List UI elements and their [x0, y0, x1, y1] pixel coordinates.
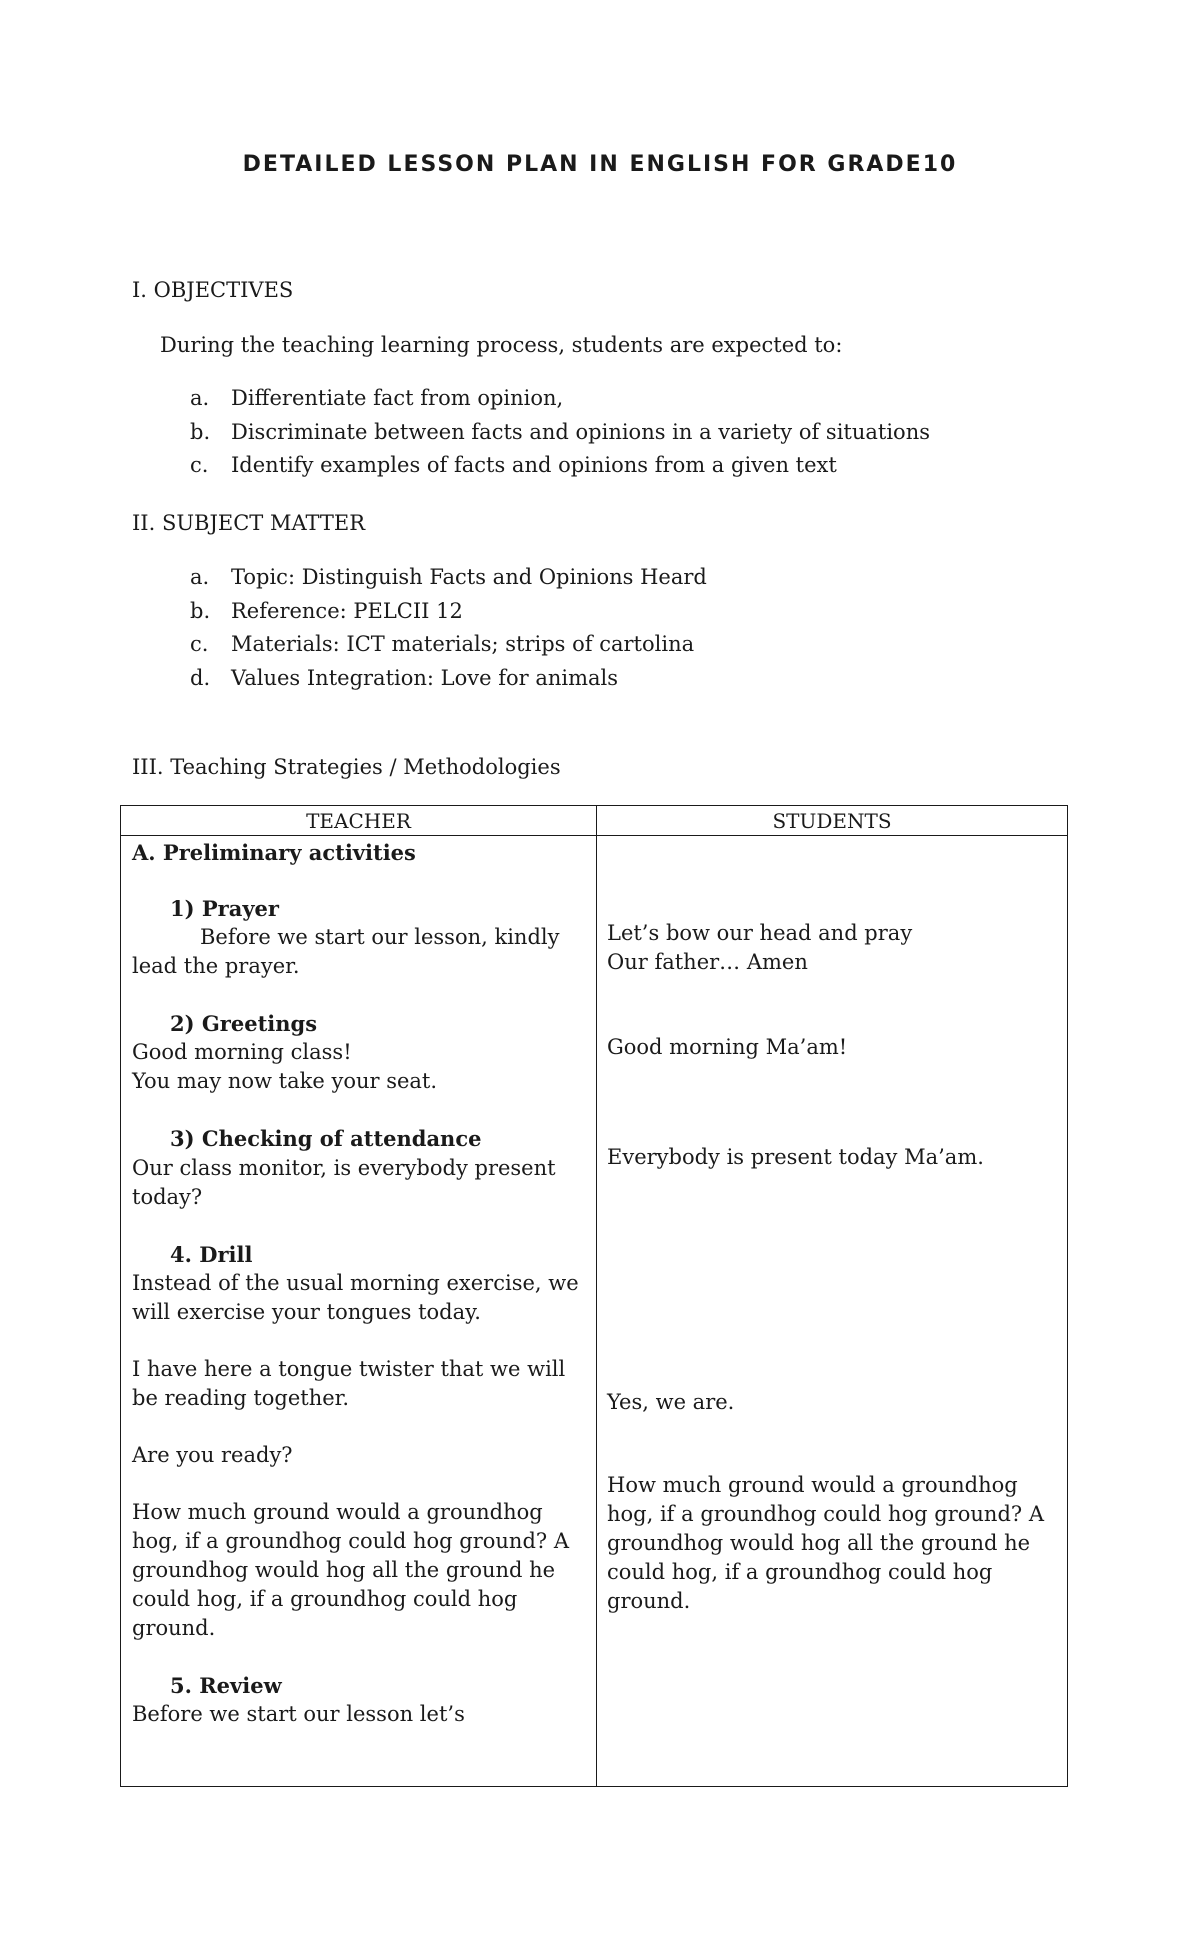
teacher-text: Before we start our lesson, kindly [200, 925, 560, 949]
table-header-teacher: TEACHER [306, 809, 411, 833]
teacher-text: lead the prayer. [132, 954, 300, 978]
student-text: Let’s bow our head and pray [607, 921, 913, 945]
student-text: How much ground would a groundhog [607, 1473, 1018, 1497]
teacher-text: I have here a tongue twister that we will [132, 1357, 566, 1381]
attendance-heading: 3) Checking of attendance [170, 1126, 482, 1151]
list-marker: c. [190, 453, 209, 477]
drill-heading: 4. Drill [170, 1242, 253, 1267]
teacher-text: will exercise your tongues today. [132, 1300, 481, 1324]
column-divider [596, 806, 597, 1786]
subject-matter-list [190, 561, 707, 695]
list-item [190, 595, 707, 629]
teacher-text: Are you ready? [132, 1443, 293, 1467]
greetings-heading: 2) Greetings [170, 1011, 318, 1036]
student-text: Everybody is present today Ma’am. [607, 1145, 984, 1169]
objectives-heading: I. OBJECTIVES [132, 278, 294, 302]
objectives-intro: During the teaching learning process, students are expected to: [160, 333, 843, 357]
list-item [190, 561, 707, 595]
list-item [190, 382, 930, 416]
list-marker: c. [190, 632, 209, 656]
teacher-text: You may now take your seat. [132, 1069, 438, 1093]
student-text: hog, if a groundhog could hog ground? A [607, 1502, 1044, 1526]
list-item-text: Differentiate fact from opinion, [231, 386, 564, 410]
list-item-text: Discriminate between facts and opinions in a variety of situations [231, 419, 930, 444]
teacher-text: hog, if a groundhog could hog ground? A [132, 1529, 569, 1553]
student-text: ground. [607, 1589, 691, 1613]
prayer-heading: 1) Prayer [170, 896, 279, 921]
teacher-text: today? [132, 1185, 203, 1209]
strategies-heading: III. Teaching Strategies / Methodologies [132, 755, 561, 779]
student-text: Our father… Amen [607, 950, 808, 974]
list-marker: d. [190, 665, 211, 690]
student-text: groundhog would hog all the ground he [607, 1531, 1031, 1555]
list-item [190, 449, 930, 483]
teacher-text: Our class monitor, is everybody present [132, 1156, 556, 1180]
table-header-students: STUDENTS [772, 809, 892, 833]
teacher-text: groundhog would hog all the ground he [132, 1558, 556, 1582]
subject-matter-heading: II. SUBJECT MATTER [132, 511, 366, 535]
list-marker: b. [190, 598, 211, 623]
student-text: Yes, we are. [607, 1390, 735, 1414]
teacher-text: How much ground would a groundhog [132, 1500, 543, 1524]
list-item-text: Reference: PELCII 12 [231, 598, 463, 623]
list-item [190, 628, 707, 662]
list-marker: a. [190, 565, 210, 589]
objectives-list [190, 382, 930, 483]
list-item [190, 662, 707, 696]
list-item-text: Topic: Distinguish Facts and Opinions Heard [231, 565, 707, 589]
list-marker: b. [190, 419, 211, 444]
teacher-text: be reading together. [132, 1386, 350, 1410]
preliminary-heading: A. Preliminary activities [132, 840, 416, 865]
teacher-text: ground. [132, 1616, 216, 1640]
student-text: could hog, if a groundhog could hog [607, 1560, 993, 1584]
list-item [190, 416, 930, 450]
list-item-text: Identify examples of facts and opinions from a given text [231, 453, 837, 477]
teacher-text: Before we start our lesson let’s [132, 1702, 465, 1726]
document-title: DETAILED LESSON PLAN IN ENGLISH FOR GRADE10 [242, 152, 958, 177]
header-divider [121, 835, 1067, 836]
list-marker: a. [190, 386, 210, 410]
review-heading: 5. Review [170, 1673, 282, 1698]
list-item-text: Materials: ICT materials; strips of cartolina [231, 632, 695, 656]
teacher-text: Good morning class! [132, 1040, 352, 1064]
teacher-text: Instead of the usual morning exercise, we [132, 1271, 579, 1295]
student-text: Good morning Ma’am! [607, 1035, 848, 1059]
list-item-text: Values Integration: Love for animals [231, 665, 619, 690]
teacher-text: could hog, if a groundhog could hog [132, 1587, 518, 1611]
